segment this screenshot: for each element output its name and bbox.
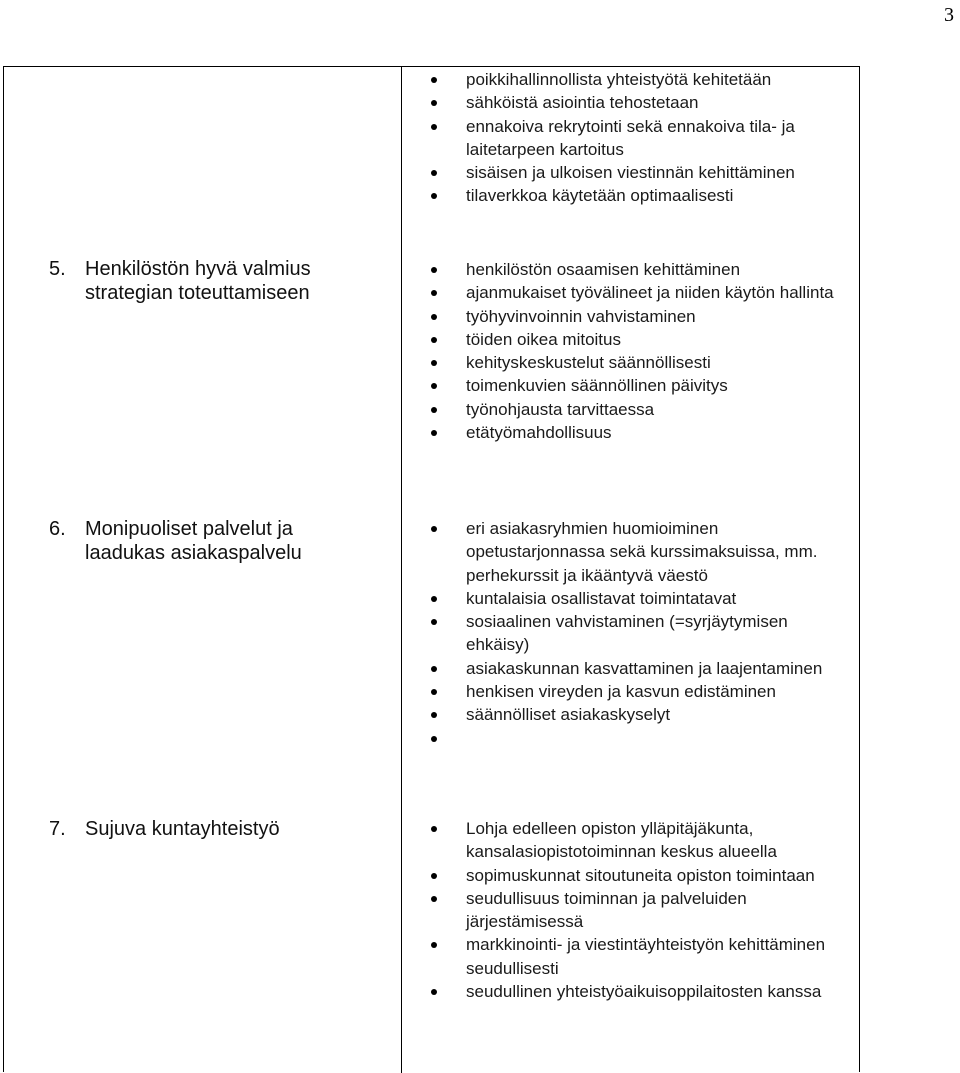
- bullet-icon: [431, 942, 437, 948]
- list-item: sähköistä asiointia tehostetaan: [431, 91, 851, 114]
- bullet-icon: [431, 989, 437, 995]
- bullet-icon: [431, 666, 437, 672]
- list-item: henkisen vireyden ja kasvun edistäminen: [431, 680, 851, 703]
- bullet-icon: [431, 596, 437, 602]
- list-item: töiden oikea mitoitus: [431, 328, 851, 351]
- bullet-icon: [431, 170, 437, 176]
- bullet-icon: [431, 712, 437, 718]
- section-5-heading: [49, 257, 394, 305]
- list-item: asiakaskunnan kasvattaminen ja laajentaminen: [431, 657, 851, 680]
- section-title-line: Henkilöstön hyvä valmius: [85, 258, 311, 280]
- list-item: säännölliset asiakaskyselyt: [431, 703, 851, 726]
- row-5-bullet-list: [431, 258, 851, 444]
- bullet-icon: [431, 360, 437, 366]
- bullet-icon: [431, 193, 437, 199]
- bullet-icon: [431, 77, 437, 83]
- list-item: [431, 727, 851, 750]
- list-item: työhyvinvoinnin vahvistaminen: [431, 305, 851, 328]
- bullet-icon: [431, 337, 437, 343]
- section-title-line: Sujuva kuntayhteistyö: [85, 818, 280, 840]
- bullet-icon: [431, 826, 437, 832]
- bullet-icon: [431, 736, 437, 742]
- list-item: seudullisuus toiminnan ja palveluiden järjestämisessä: [431, 887, 851, 934]
- list-item: työnohjausta tarvittaessa: [431, 398, 851, 421]
- bullet-icon: [431, 407, 437, 413]
- section-number: 7.: [49, 818, 66, 840]
- list-item: sopimuskunnat sitoutuneita opiston toimintaan: [431, 864, 851, 887]
- bullet-icon: [431, 896, 437, 902]
- list-item: Lohja edelleen opiston ylläpitäjäkunta, kansalasiopistotoiminnan keskus alueella: [431, 817, 851, 864]
- column-divider: [401, 66, 402, 1073]
- list-item: seudullinen yhteistyöaikuisoppilaitosten kanssa: [431, 980, 851, 1003]
- list-item: markkinointi- ja viestintäyhteistyön kehittäminen seudullisesti: [431, 933, 851, 980]
- section-title-line: Monipuoliset palvelut ja: [85, 518, 293, 540]
- list-item: sosiaalinen vahvistaminen (=syrjäytymisen ehkäisy): [431, 610, 851, 657]
- bullet-icon: [431, 873, 437, 879]
- row-7-bullet-list: [431, 817, 851, 1003]
- bullet-icon: [431, 267, 437, 273]
- list-item: ennakoiva rekrytointi sekä ennakoiva tila- ja laitetarpeen kartoitus: [431, 115, 851, 162]
- section-title-line: strategian toteuttamiseen: [85, 282, 310, 304]
- list-item: kuntalaisia osallistavat toimintatavat: [431, 587, 851, 610]
- list-item: eri asiakasryhmien huomioiminen opetustarjonnassa sekä kurssimaksuissa, mm. perhekurssit ja ikääntyvä väestö: [431, 517, 851, 587]
- list-item: henkilöstön osaamisen kehittäminen: [431, 258, 851, 281]
- bullet-icon: [431, 314, 437, 320]
- list-item: poikkihallinnollista yhteistyötä kehitetään: [431, 68, 851, 91]
- bullet-icon: [431, 290, 437, 296]
- bullet-icon: [431, 100, 437, 106]
- bullet-icon: [431, 430, 437, 436]
- section-7-heading: [49, 817, 394, 841]
- bullet-icon: [431, 526, 437, 532]
- bullet-icon: [431, 619, 437, 625]
- row-1-bullet-list: [431, 68, 851, 208]
- section-number: 5.: [49, 258, 66, 280]
- list-item: toimenkuvien säännöllinen päivitys: [431, 374, 851, 397]
- list-item: etätyömahdollisuus: [431, 421, 851, 444]
- list-item: ajanmukaiset työvälineet ja niiden käytön hallinta: [431, 281, 851, 304]
- section-title-line: laadukas asiakaspalvelu: [85, 542, 302, 564]
- list-item: tilaverkkoa käytetään optimaalisesti: [431, 184, 851, 207]
- list-item: sisäisen ja ulkoisen viestinnän kehittäminen: [431, 161, 851, 184]
- section-number: 6.: [49, 518, 66, 540]
- bullet-icon: [431, 124, 437, 130]
- page-number: 3: [944, 4, 954, 26]
- bullet-icon: [431, 383, 437, 389]
- list-item: kehityskeskustelut säännöllisesti: [431, 351, 851, 374]
- bullet-icon: [431, 689, 437, 695]
- row-6-bullet-list: [431, 517, 851, 750]
- section-6-heading: [49, 517, 394, 565]
